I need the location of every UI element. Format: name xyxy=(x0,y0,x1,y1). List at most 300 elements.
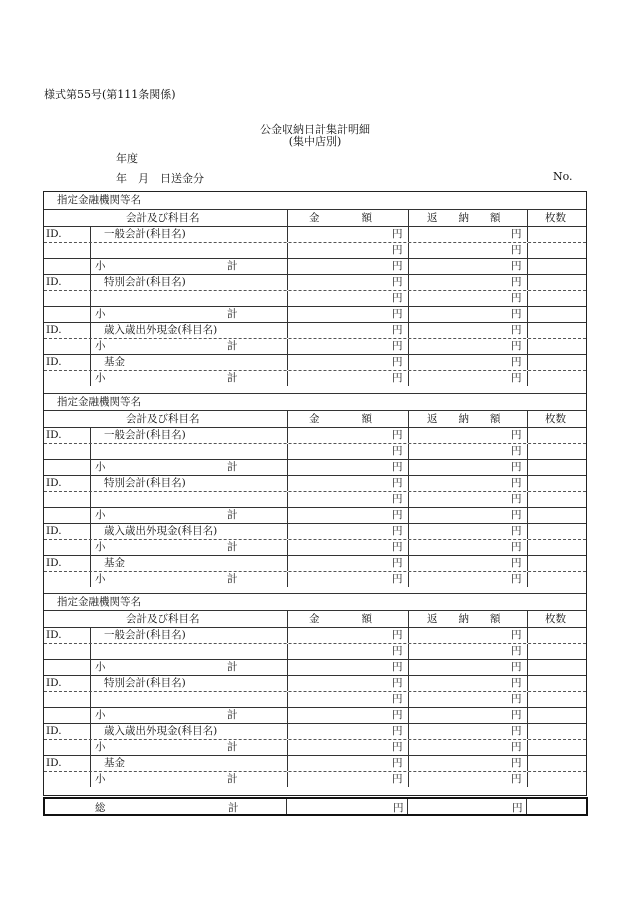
refund-col-divider xyxy=(408,524,409,539)
refund-col-divider xyxy=(408,259,409,274)
account-item-name: 歳入歳出外現金(科目名) xyxy=(104,725,218,737)
refund-col-divider xyxy=(408,644,409,659)
amount-col-divider xyxy=(287,644,288,659)
table-row xyxy=(44,242,586,258)
amount-col-divider xyxy=(287,740,288,755)
id-col-divider xyxy=(90,676,91,691)
amount-col-divider xyxy=(287,275,288,290)
amount-yen-unit: 円 xyxy=(392,324,403,336)
refund-col-divider xyxy=(408,572,409,587)
count-col-divider xyxy=(527,227,528,242)
amount-col-divider xyxy=(287,323,288,338)
refund-col-divider xyxy=(408,708,409,723)
amount-yen-unit: 円 xyxy=(392,572,403,585)
table-row xyxy=(44,675,586,691)
id-col-divider xyxy=(90,756,91,771)
bank-name-label: 指定金融機関等名 xyxy=(57,194,141,206)
id-col-divider xyxy=(90,460,91,475)
subtotal-label-left: 小 xyxy=(95,540,106,553)
id-col-divider xyxy=(90,540,91,555)
subtotal-label-right: 計 xyxy=(227,540,238,553)
count-col-divider xyxy=(527,339,528,354)
amount-col-divider xyxy=(287,692,288,707)
count-col-divider xyxy=(527,259,528,274)
subtotal-label-right: 計 xyxy=(227,572,238,585)
amount-yen-unit: 円 xyxy=(392,460,403,473)
summary-table xyxy=(43,191,587,796)
amount-col-divider xyxy=(287,611,288,627)
row-id-label: ID. xyxy=(46,524,62,537)
account-column-header: 会計及び科目名 xyxy=(126,212,200,224)
id-col-divider xyxy=(90,772,91,787)
id-col-divider xyxy=(90,323,91,338)
amount-yen-unit: 円 xyxy=(392,260,403,272)
id-col-divider xyxy=(90,275,91,290)
refund-yen-unit: 円 xyxy=(511,709,522,721)
table-row xyxy=(44,627,586,643)
row-id-label: ID. xyxy=(46,428,62,441)
amount-yen-unit: 円 xyxy=(392,524,403,537)
subtotal-label-left: 小 xyxy=(95,340,106,352)
refund-col-divider xyxy=(408,676,409,691)
refund-col-divider xyxy=(408,540,409,555)
amount-col-divider xyxy=(287,291,288,306)
subtotal-row xyxy=(44,571,586,587)
count-col-divider xyxy=(527,323,528,338)
account-item-name: 基金 xyxy=(104,356,125,368)
amount-col-divider xyxy=(287,355,288,370)
subtotal-row xyxy=(44,739,586,755)
refund-col-divider xyxy=(408,323,409,338)
amount-col-divider xyxy=(287,476,288,491)
subtotal-row xyxy=(44,370,586,386)
refund-col-divider xyxy=(408,444,409,459)
refund-yen-unit: 円 xyxy=(511,629,522,641)
count-col-divider xyxy=(527,444,528,459)
subtotal-row xyxy=(44,459,586,475)
table-row xyxy=(44,691,586,707)
table-row xyxy=(44,643,586,659)
amount-yen-unit: 円 xyxy=(392,372,403,384)
count-col-divider xyxy=(527,411,528,427)
bank-name-row xyxy=(44,593,586,610)
refund-col-divider xyxy=(408,460,409,475)
refund-col-divider xyxy=(408,307,409,322)
refund-col-divider xyxy=(408,724,409,739)
count-col-divider xyxy=(527,307,528,322)
table-row xyxy=(44,491,586,507)
refund-yen-unit: 円 xyxy=(511,460,522,473)
count-col-divider xyxy=(527,428,528,443)
table-row xyxy=(44,523,586,539)
subtotal-label-left: 小 xyxy=(95,572,106,585)
count-col-divider xyxy=(527,660,528,675)
table-row xyxy=(44,443,586,459)
amount-yen-unit: 円 xyxy=(392,725,403,737)
id-col-divider xyxy=(90,476,91,491)
count-col-divider xyxy=(527,508,528,523)
table-row xyxy=(44,475,586,491)
count-col-divider xyxy=(527,460,528,475)
refund-yen-unit: 円 xyxy=(511,661,522,673)
amount-yen-unit: 円 xyxy=(392,340,403,352)
id-col-divider xyxy=(90,355,91,370)
amount-column-header: 金 額 xyxy=(309,212,372,224)
remittance-date-label: 年 月 日送金分 xyxy=(116,172,204,185)
amount-yen-unit: 円 xyxy=(392,757,403,769)
refund-yen-unit: 円 xyxy=(511,556,522,569)
id-col-divider xyxy=(90,508,91,523)
refund-col-divider xyxy=(408,428,409,443)
amount-col-divider xyxy=(287,227,288,242)
id-col-divider xyxy=(90,227,91,242)
document-title: 公金収納日計集計明細 xyxy=(260,123,370,136)
table-row xyxy=(44,427,586,443)
count-column-header: 枚数 xyxy=(545,412,566,425)
column-header-row xyxy=(44,410,586,427)
count-col-divider xyxy=(527,540,528,555)
subtotal-row xyxy=(44,306,586,322)
refund-col-divider xyxy=(408,339,409,354)
row-id-label: ID. xyxy=(46,356,62,368)
amount-col-divider xyxy=(287,259,288,274)
amount-yen-unit: 円 xyxy=(392,556,403,569)
grand-total-amount-yen: 円 xyxy=(393,802,404,814)
id-col-divider xyxy=(90,628,91,643)
amount-col-divider xyxy=(287,540,288,555)
amount-col-divider xyxy=(287,428,288,443)
amount-yen-unit: 円 xyxy=(392,645,403,657)
table-row xyxy=(44,755,586,771)
table-row xyxy=(44,723,586,739)
column-header-row xyxy=(44,610,586,627)
subtotal-label-left: 小 xyxy=(95,741,106,753)
document-subtitle: (集中店別) xyxy=(288,135,342,148)
count-col-divider xyxy=(527,708,528,723)
amount-yen-unit: 円 xyxy=(392,629,403,641)
amount-yen-unit: 円 xyxy=(392,308,403,320)
bank-name-row xyxy=(44,192,586,209)
account-item-name: 基金 xyxy=(104,556,125,569)
id-col-divider xyxy=(90,291,91,306)
account-item-name: 特別会計(科目名) xyxy=(104,677,186,689)
amount-col-divider xyxy=(287,676,288,691)
subtotal-label-right: 計 xyxy=(227,340,238,352)
count-col-divider xyxy=(527,291,528,306)
table-row xyxy=(44,290,586,306)
id-col-divider xyxy=(90,556,91,571)
count-col-divider xyxy=(527,676,528,691)
refund-yen-unit: 円 xyxy=(511,444,522,457)
refund-yen-unit: 円 xyxy=(511,260,522,272)
refund-yen-unit: 円 xyxy=(511,308,522,320)
bank-name-label: 指定金融機関等名 xyxy=(57,395,141,408)
amount-col-divider xyxy=(287,508,288,523)
id-col-divider xyxy=(90,259,91,274)
row-id-label: ID. xyxy=(46,228,62,240)
id-col-divider xyxy=(90,307,91,322)
refund-column-header: 返 納 額 xyxy=(427,412,501,425)
amount-col-divider xyxy=(287,411,288,427)
count-col-divider xyxy=(527,756,528,771)
count-col-divider xyxy=(527,628,528,643)
amount-yen-unit: 円 xyxy=(392,428,403,441)
id-col-divider xyxy=(90,708,91,723)
id-col-divider xyxy=(90,692,91,707)
column-header-row xyxy=(44,209,586,226)
amount-col-divider xyxy=(287,371,288,386)
form-number: 様式第55号(第111条関係) xyxy=(44,88,176,101)
count-col-divider xyxy=(527,210,528,226)
refund-yen-unit: 円 xyxy=(511,508,522,521)
count-col-divider xyxy=(527,644,528,659)
account-item-name: 特別会計(科目名) xyxy=(104,476,186,489)
count-col-divider xyxy=(527,692,528,707)
amount-col-divider xyxy=(287,708,288,723)
subtotal-label-left: 小 xyxy=(95,508,106,521)
count-col-divider xyxy=(527,275,528,290)
subtotal-label-right: 計 xyxy=(227,260,238,272)
refund-col-divider xyxy=(408,660,409,675)
id-col-divider xyxy=(90,740,91,755)
count-column-header: 枚数 xyxy=(545,212,566,224)
subtotal-label-right: 計 xyxy=(227,661,238,673)
subtotal-row xyxy=(44,507,586,523)
amount-col-divider xyxy=(287,572,288,587)
count-col-divider xyxy=(527,371,528,386)
amount-col-divider xyxy=(287,524,288,539)
subtotal-label-left: 小 xyxy=(95,460,106,473)
subtotal-row xyxy=(44,338,586,354)
amount-yen-unit: 円 xyxy=(392,276,403,288)
account-item-name: 一般会計(科目名) xyxy=(104,228,186,240)
amount-col-divider xyxy=(287,339,288,354)
amount-col-divider xyxy=(287,243,288,258)
refund-yen-unit: 円 xyxy=(511,757,522,769)
amount-yen-unit: 円 xyxy=(392,492,403,505)
count-col-divider xyxy=(527,476,528,491)
refund-yen-unit: 円 xyxy=(511,725,522,737)
refund-yen-unit: 円 xyxy=(511,244,522,256)
row-id-label: ID. xyxy=(46,677,62,689)
bank-name-row xyxy=(44,393,586,410)
subtotal-label-right: 計 xyxy=(227,508,238,521)
id-col-divider xyxy=(90,444,91,459)
account-column-header: 会計及び科目名 xyxy=(126,412,200,425)
subtotal-row xyxy=(44,659,586,675)
amount-yen-unit: 円 xyxy=(392,228,403,240)
subtotal-label-left: 小 xyxy=(95,661,106,673)
refund-yen-unit: 円 xyxy=(511,276,522,288)
row-id-label: ID. xyxy=(46,757,62,769)
refund-col-divider xyxy=(408,210,409,226)
count-col-divider xyxy=(527,524,528,539)
id-col-divider xyxy=(90,339,91,354)
count-col-divider xyxy=(527,556,528,571)
account-column-header: 会計及び科目名 xyxy=(126,613,200,625)
amount-col-divider xyxy=(287,492,288,507)
amount-col-divider xyxy=(287,444,288,459)
refund-col-divider xyxy=(408,492,409,507)
refund-yen-unit: 円 xyxy=(511,356,522,368)
amount-col-divider xyxy=(287,210,288,226)
count-col-divider xyxy=(527,572,528,587)
account-item-name: 特別会計(科目名) xyxy=(104,276,186,288)
amount-yen-unit: 円 xyxy=(392,244,403,256)
count-col-divider xyxy=(527,772,528,787)
table-row xyxy=(44,354,586,370)
subtotal-label-right: 計 xyxy=(227,773,238,785)
amount-yen-unit: 円 xyxy=(392,709,403,721)
amount-col-divider xyxy=(287,628,288,643)
subtotal-label-left: 小 xyxy=(95,372,106,384)
subtotal-label-right: 計 xyxy=(227,308,238,320)
amount-yen-unit: 円 xyxy=(392,693,403,705)
refund-col-divider xyxy=(408,772,409,787)
id-col-divider xyxy=(90,371,91,386)
refund-yen-unit: 円 xyxy=(511,572,522,585)
subtotal-label-left: 小 xyxy=(95,308,106,320)
refund-yen-unit: 円 xyxy=(511,524,522,537)
refund-yen-unit: 円 xyxy=(511,476,522,489)
id-col-divider xyxy=(90,524,91,539)
account-item-name: 基金 xyxy=(104,757,125,769)
account-item-name: 歳入歳出外現金(科目名) xyxy=(104,524,218,537)
amount-col-divider xyxy=(287,460,288,475)
account-item-name: 一般会計(科目名) xyxy=(104,629,186,641)
refund-col-divider xyxy=(408,291,409,306)
refund-col-divider xyxy=(408,355,409,370)
subtotal-label-right: 計 xyxy=(227,709,238,721)
amount-yen-unit: 円 xyxy=(392,476,403,489)
amount-yen-unit: 円 xyxy=(392,292,403,304)
refund-yen-unit: 円 xyxy=(511,693,522,705)
amount-yen-unit: 円 xyxy=(392,677,403,689)
subtotal-row xyxy=(44,539,586,555)
grand-total-refund-yen: 円 xyxy=(512,802,523,814)
id-col-divider xyxy=(90,724,91,739)
refund-yen-unit: 円 xyxy=(511,773,522,785)
fiscal-year-label: 年度 xyxy=(116,152,138,165)
id-col-divider xyxy=(90,243,91,258)
grand-total-label-left: 総 xyxy=(95,802,106,814)
amount-col-divider xyxy=(287,660,288,675)
count-col-divider xyxy=(527,492,528,507)
subtotal-label-right: 計 xyxy=(227,741,238,753)
grand-total-label-right: 計 xyxy=(228,802,239,814)
subtotal-label-left: 小 xyxy=(95,773,106,785)
amount-yen-unit: 円 xyxy=(392,741,403,753)
refund-col-divider xyxy=(408,740,409,755)
refund-yen-unit: 円 xyxy=(511,677,522,689)
refund-yen-unit: 円 xyxy=(511,372,522,384)
row-id-label: ID. xyxy=(46,476,62,489)
amount-column-header: 金 額 xyxy=(309,412,372,425)
subtotal-row xyxy=(44,258,586,274)
count-col-divider xyxy=(527,355,528,370)
refund-col-divider xyxy=(408,692,409,707)
row-id-label: ID. xyxy=(46,276,62,288)
refund-yen-unit: 円 xyxy=(511,340,522,352)
amount-col-divider xyxy=(287,307,288,322)
id-col-divider xyxy=(90,644,91,659)
refund-col-divider xyxy=(408,371,409,386)
amount-column-header: 金 額 xyxy=(309,613,372,625)
refund-column-header: 返 納 額 xyxy=(427,613,501,625)
amount-col-divider xyxy=(287,772,288,787)
row-id-label: ID. xyxy=(46,725,62,737)
count-col-divider xyxy=(527,724,528,739)
table-row xyxy=(44,555,586,571)
table-row xyxy=(44,274,586,290)
amount-yen-unit: 円 xyxy=(392,540,403,553)
amount-yen-unit: 円 xyxy=(392,773,403,785)
refund-col-divider xyxy=(408,275,409,290)
subtotal-row xyxy=(44,771,586,787)
count-col-divider xyxy=(527,611,528,627)
id-col-divider xyxy=(90,428,91,443)
refund-yen-unit: 円 xyxy=(511,428,522,441)
refund-col-divider xyxy=(408,411,409,427)
amount-col-divider xyxy=(287,756,288,771)
row-id-label: ID. xyxy=(46,629,62,641)
account-item-name: 歳入歳出外現金(科目名) xyxy=(104,324,218,336)
subtotal-label-right: 計 xyxy=(227,372,238,384)
refund-yen-unit: 円 xyxy=(511,492,522,505)
subtotal-label-left: 小 xyxy=(95,260,106,272)
amount-col-divider xyxy=(287,724,288,739)
grand-total-row xyxy=(43,797,588,816)
refund-col-divider xyxy=(408,508,409,523)
count-col-divider xyxy=(527,740,528,755)
refund-yen-unit: 円 xyxy=(511,292,522,304)
table-row xyxy=(44,322,586,338)
row-id-label: ID. xyxy=(46,324,62,336)
refund-yen-unit: 円 xyxy=(511,228,522,240)
id-col-divider xyxy=(90,572,91,587)
refund-column-header: 返 納 額 xyxy=(427,212,501,224)
refund-col-divider xyxy=(408,756,409,771)
number-label: No. xyxy=(553,170,573,183)
subtotal-label-right: 計 xyxy=(227,460,238,473)
refund-yen-unit: 円 xyxy=(511,741,522,753)
refund-col-divider xyxy=(408,628,409,643)
amount-yen-unit: 円 xyxy=(392,661,403,673)
id-col-divider xyxy=(90,492,91,507)
subtotal-label-left: 小 xyxy=(95,709,106,721)
account-item-name: 一般会計(科目名) xyxy=(104,428,186,441)
refund-col-divider xyxy=(408,243,409,258)
row-id-label: ID. xyxy=(46,556,62,569)
refund-yen-unit: 円 xyxy=(511,645,522,657)
amount-yen-unit: 円 xyxy=(392,508,403,521)
refund-col-divider xyxy=(408,227,409,242)
amount-yen-unit: 円 xyxy=(392,356,403,368)
refund-col-divider xyxy=(408,476,409,491)
amount-col-divider xyxy=(287,556,288,571)
refund-col-divider xyxy=(408,556,409,571)
amount-yen-unit: 円 xyxy=(392,444,403,457)
table-row xyxy=(44,226,586,242)
id-col-divider xyxy=(90,660,91,675)
count-column-header: 枚数 xyxy=(545,613,566,625)
count-col-divider xyxy=(527,243,528,258)
refund-yen-unit: 円 xyxy=(511,324,522,336)
refund-yen-unit: 円 xyxy=(511,540,522,553)
subtotal-row xyxy=(44,707,586,723)
bank-name-label: 指定金融機関等名 xyxy=(57,596,141,608)
refund-col-divider xyxy=(408,611,409,627)
